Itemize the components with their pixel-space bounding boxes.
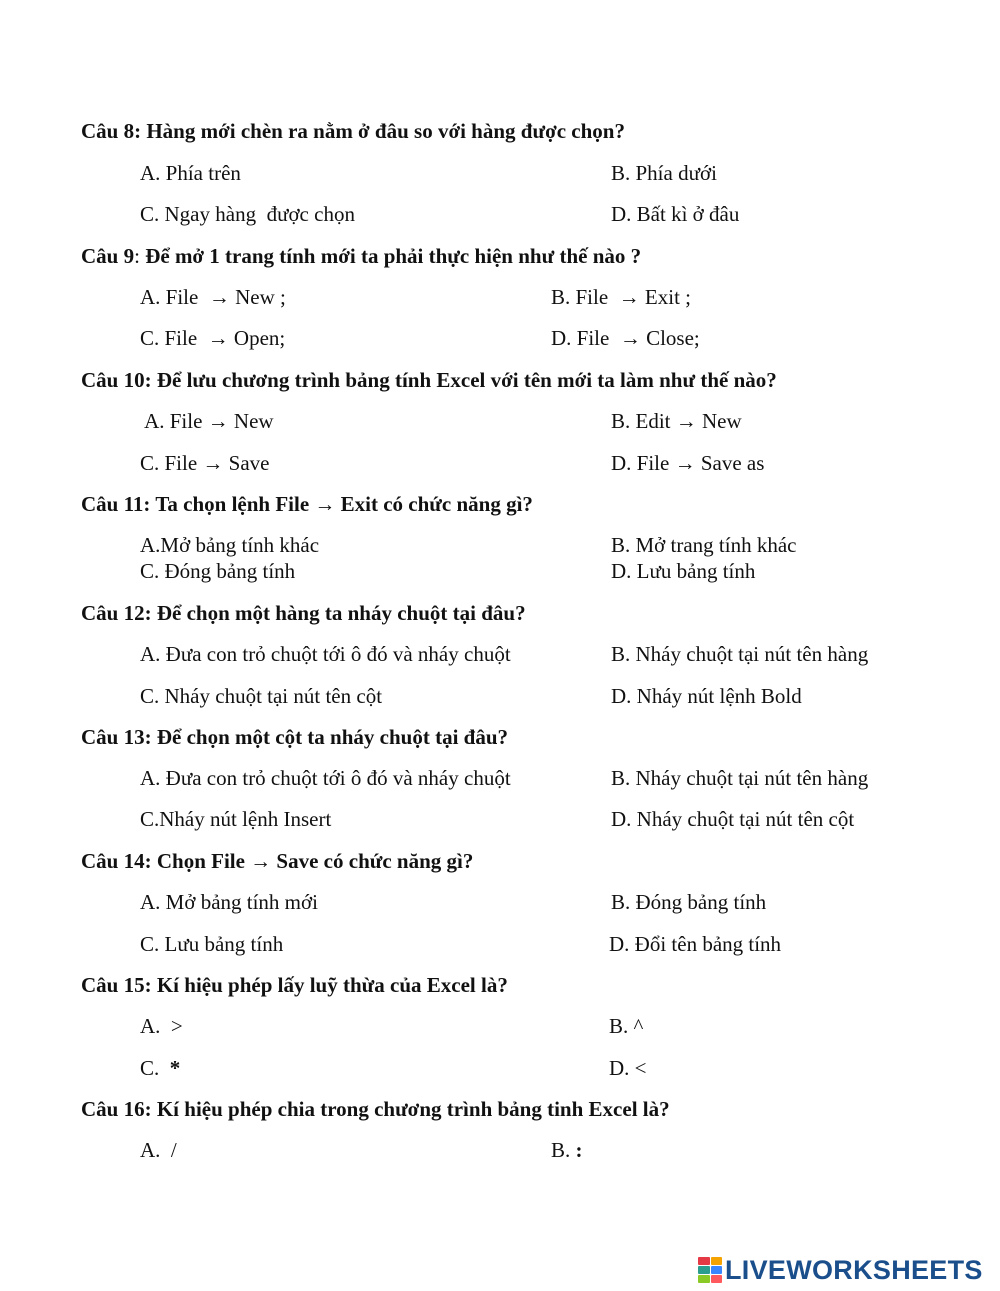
q13-option-d[interactable]: D. Nháy chuột tại nút tên cột xyxy=(611,807,855,831)
brand-square xyxy=(698,1257,710,1265)
q14-option-b[interactable]: B. Đóng bảng tính xyxy=(611,890,767,914)
question-8-title: Câu 8: Hàng mới chèn ra nằm ở đâu so với hàng được chọn? xyxy=(81,119,625,143)
question-13-title: Câu 13: Để chọn một cột ta nháy chuột tại đâu? xyxy=(81,725,509,749)
brand-name: LIVEWORKSHEETS xyxy=(725,1254,983,1285)
brand-grid-icon xyxy=(698,1257,722,1283)
q10-option-c[interactable]: C. File → Save xyxy=(140,451,270,475)
brand-square xyxy=(711,1257,723,1265)
question-16-title: Câu 16: Kí hiệu phép chia trong chương trình bảng tinh Excel là? xyxy=(81,1097,670,1121)
brand-square xyxy=(711,1266,723,1274)
question-12-title: Câu 12: Để chọn một hàng ta nháy chuột tại đâu? xyxy=(81,601,526,625)
q13-option-c[interactable]: C.Nháy nút lệnh Insert xyxy=(140,807,332,831)
q9-option-d[interactable]: D. File → Close; xyxy=(551,326,700,350)
q14-option-d[interactable]: D. Đổi tên bảng tính xyxy=(609,932,782,956)
q9-option-b[interactable]: B. File → Exit ; xyxy=(551,285,692,309)
question-14-title: Câu 14: Chọn File → Save có chức năng gì? xyxy=(81,849,474,873)
q14-option-c[interactable]: C. Lưu bảng tính xyxy=(140,932,284,956)
q12-option-b[interactable]: B. Nháy chuột tại nút tên hàng xyxy=(611,642,869,666)
q14-option-a[interactable]: A. Mở bảng tính mới xyxy=(140,890,318,914)
q10-option-a[interactable]: A. File → New xyxy=(140,409,274,433)
q15-option-d[interactable]: D. < xyxy=(609,1056,647,1080)
q11-option-d[interactable]: D. Lưu bảng tính xyxy=(611,559,756,583)
q12-option-d[interactable]: D. Nháy nút lệnh Bold xyxy=(611,684,802,708)
q12-option-a[interactable]: A. Đưa con trỏ chuột tới ô đó và nháy chuột xyxy=(140,642,511,666)
q8-option-c[interactable]: C. Ngay hàng được chọn xyxy=(140,202,355,226)
q13-option-a[interactable]: A. Đưa con trỏ chuột tới ô đó và nháy chuột xyxy=(140,766,511,790)
q12-option-c[interactable]: C. Nháy chuột tại nút tên cột xyxy=(140,684,383,708)
q16-option-b[interactable]: B. : xyxy=(551,1138,583,1162)
q8-option-b[interactable]: B. Phía dưới xyxy=(611,161,717,185)
liveworksheets-logo xyxy=(698,1255,983,1285)
q8-option-d[interactable]: D. Bất kì ở đâu xyxy=(611,202,740,226)
brand-square xyxy=(698,1275,710,1283)
q10-option-d[interactable]: D. File → Save as xyxy=(611,451,765,475)
question-10-title: Câu 10: Để lưu chương trình bảng tính Excel với tên mới ta làm như thế nào? xyxy=(81,368,777,392)
q16-option-a[interactable]: A. / xyxy=(140,1138,177,1162)
question-11-title: Câu 11: Ta chọn lệnh File → Exit có chức năng gì? xyxy=(81,492,533,516)
q15-option-c[interactable]: C. * xyxy=(140,1056,181,1080)
q9-option-c[interactable]: C. File → Open; xyxy=(140,326,286,350)
q15-option-b[interactable]: B. ^ xyxy=(609,1014,644,1038)
q10-option-b[interactable]: B. Edit → New xyxy=(611,409,742,433)
q8-option-a[interactable]: A. Phía trên xyxy=(140,161,241,185)
brand-square xyxy=(698,1266,710,1274)
q11-option-a[interactable]: A.Mở bảng tính khác xyxy=(140,533,320,557)
q11-option-c[interactable]: C. Đóng bảng tính xyxy=(140,559,296,583)
q15-option-a[interactable]: A. > xyxy=(140,1014,183,1038)
brand-square xyxy=(711,1275,723,1283)
q13-option-b[interactable]: B. Nháy chuột tại nút tên hàng xyxy=(611,766,869,790)
q9-option-a[interactable]: A. File → New ; xyxy=(140,285,286,309)
question-15-title: Câu 15: Kí hiệu phép lấy luỹ thừa của Excel là? xyxy=(81,973,508,997)
question-9-title: Câu 9: Để mở 1 trang tính mới ta phải thực hiện như thế nào ? xyxy=(81,244,642,268)
q11-option-b[interactable]: B. Mở trang tính khác xyxy=(611,533,797,557)
